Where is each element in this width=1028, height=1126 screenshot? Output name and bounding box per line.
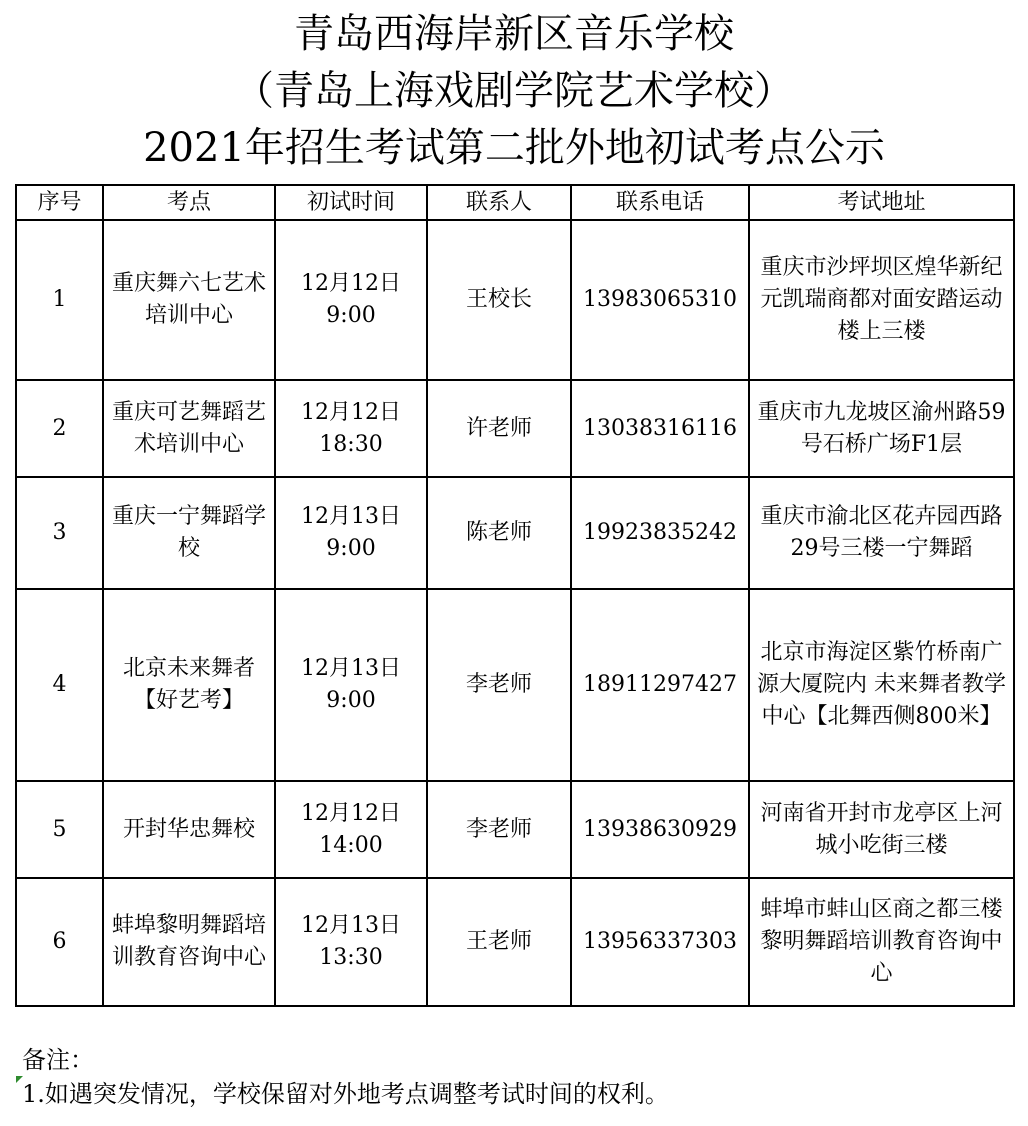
phone-cell: 19923835242	[571, 477, 749, 589]
note-item: 1.如遇突发情况，学校保留对外地考点调整考试时间的权利。	[22, 1080, 669, 1108]
contact-cell: 王校长	[427, 220, 571, 380]
address-cell: 北京市海淀区紫竹桥南广源大厦院内 未来舞者教学中心【北舞西侧800米】	[749, 589, 1014, 781]
contact-cell: 李老师	[427, 589, 571, 781]
time-cell	[275, 380, 427, 477]
notes-section	[22, 1043, 669, 1111]
exam-time: 14:00	[319, 832, 383, 858]
venue-cell: 蚌埠黎明舞蹈培训教育咨询中心	[103, 878, 275, 1006]
address-cell: 重庆市渝北区花卉园西路29号三楼一宁舞蹈	[749, 477, 1014, 589]
exam-time: 9:00	[326, 536, 376, 561]
header-number: 序号	[16, 185, 103, 220]
address-cell: 蚌埠市蚌山区商之都三楼 黎明舞蹈培训教育咨询中心	[749, 878, 1014, 1006]
exam-date: 12月12日	[301, 271, 401, 296]
page-title	[0, 6, 1028, 177]
contact-cell: 李老师	[427, 781, 571, 878]
exam-time: 13:30	[319, 945, 383, 970]
title-line-3: 2021年招生考试第二批外地初试考点公示	[143, 125, 885, 171]
exam-date: 12月12日	[301, 800, 401, 826]
row-number: 4	[16, 589, 103, 781]
title-line-2: （青岛上海戏剧学院艺术学校）	[234, 68, 794, 114]
exam-date: 12月13日	[301, 656, 401, 681]
time-cell	[275, 477, 427, 589]
header-address: 考试地址	[749, 185, 1014, 220]
phone-cell: 13938630929	[571, 781, 749, 878]
title-line-1: 青岛西海岸新区音乐学校	[294, 11, 734, 57]
header-venue: 考点	[103, 185, 275, 220]
address-cell: 重庆市沙坪坝区煌华新纪元凯瑞商都对面安踏运动楼上三楼	[749, 220, 1014, 380]
row-number: 3	[16, 477, 103, 589]
header-contact: 联系人	[427, 185, 571, 220]
table-row	[16, 380, 1014, 477]
header-phone: 联系电话	[571, 185, 749, 220]
table-row	[16, 878, 1014, 1006]
exam-date: 12月13日	[301, 504, 401, 529]
venue-cell: 重庆舞六七艺术培训中心	[103, 220, 275, 380]
time-cell	[275, 589, 427, 781]
table-row	[16, 781, 1014, 878]
exam-date: 12月13日	[301, 913, 401, 938]
time-cell	[275, 781, 427, 878]
table-row	[16, 477, 1014, 589]
venue-cell: 开封华忠舞校	[103, 781, 275, 878]
phone-cell: 13956337303	[571, 878, 749, 1006]
table-row	[16, 589, 1014, 781]
table-header-row	[16, 185, 1014, 220]
contact-cell: 陈老师	[427, 477, 571, 589]
contact-cell: 王老师	[427, 878, 571, 1006]
table-row	[16, 220, 1014, 380]
header-time: 初试时间	[275, 185, 427, 220]
exam-time: 18:30	[319, 431, 383, 457]
row-number: 2	[16, 380, 103, 477]
address-cell: 河南省开封市龙亭区上河城小吃街三楼	[749, 781, 1014, 878]
exam-time: 9:00	[326, 688, 376, 713]
venue-cell: 重庆一宁舞蹈学校	[103, 477, 275, 589]
notes-label: 备注：	[22, 1046, 94, 1074]
row-number: 6	[16, 878, 103, 1006]
time-cell	[275, 220, 427, 380]
row-number: 5	[16, 781, 103, 878]
phone-cell: 13038316116	[571, 380, 749, 477]
exam-venue-table	[15, 184, 1015, 1007]
time-cell	[275, 878, 427, 1006]
exam-time: 9:00	[326, 303, 376, 328]
address-cell: 重庆市九龙坡区渝州路59号石桥广场F1层	[749, 380, 1014, 477]
exam-date: 12月12日	[301, 399, 401, 425]
venue-cell: 北京未来舞者【好艺考】	[103, 589, 275, 781]
phone-cell: 13983065310	[571, 220, 749, 380]
contact-cell: 许老师	[427, 380, 571, 477]
venue-cell: 重庆可艺舞蹈艺术培训中心	[103, 380, 275, 477]
row-number: 1	[16, 220, 103, 380]
phone-cell: 18911297427	[571, 589, 749, 781]
